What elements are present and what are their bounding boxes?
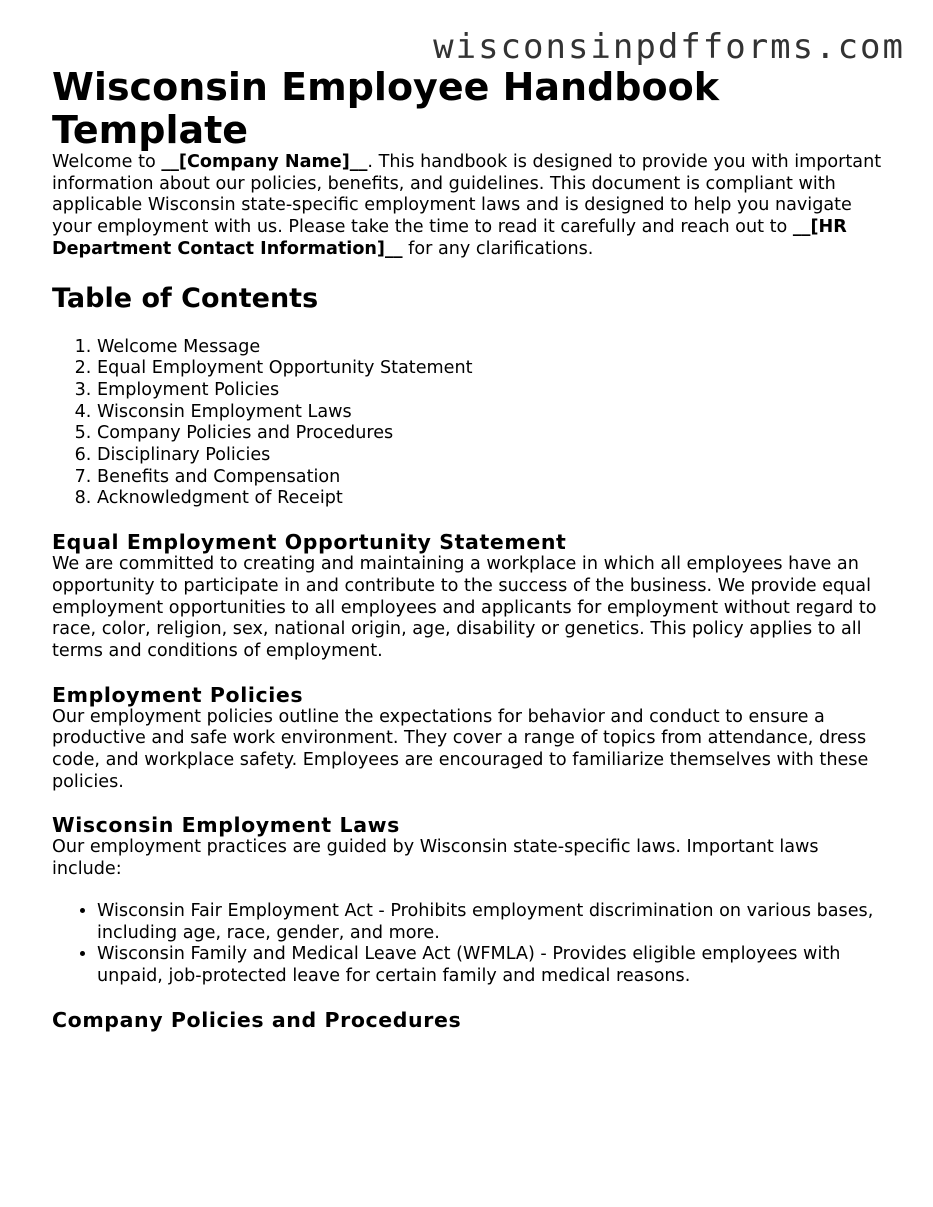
wisconsin-laws-paragraph: Our employment practices are guided by Wisconsin state-specific laws. Important laws include: [52, 837, 819, 880]
toc-item: 8. Acknowledgment of Receipt [97, 488, 882, 510]
law-list-item: • Wisconsin Family and Medical Leave Act (WFMLA) - Provides eligible employees with unpaid, job-protected leave for certain family and medical reasons. [97, 944, 882, 987]
law-list-item: • Wisconsin Fair Employment Act - Prohibits employment discrimination on various bases, including age, race, gender, and more. [97, 901, 882, 944]
toc-item: 7. Benefits and Compensation [97, 467, 882, 489]
toc-item: 2. Equal Employment Opportunity Statement [97, 358, 882, 380]
wisconsin-laws-heading: Wisconsin Employment Laws [52, 813, 400, 838]
eeo-paragraph: We are committed to creating and maintaining a workplace in which all employees have an opportunity to participate in and contribute to the success of the business. We provide equal employment opportunities to all employees and applicants for employment without regard to race, color, religion, sex, national origin, age, disability or genetics. This policy applies to all terms and conditions of employment. [52, 554, 877, 661]
intro-paragraph [52, 152, 882, 261]
intro-text-1: Welcome to [52, 152, 162, 172]
eeo-heading: Equal Employment Opportunity Statement [52, 530, 567, 555]
toc-item: 6. Disciplinary Policies [97, 445, 882, 467]
toc-list [52, 337, 882, 511]
page-title: Wisconsin Employee Handbook Template [52, 65, 719, 152]
site-watermark: wisconsinpdfforms.com [433, 27, 905, 67]
hr-contact-placeholder: __[HR Department Contact Information]__ [52, 217, 847, 259]
company-procedures-heading: Company Policies and Procedures [52, 1007, 462, 1032]
employment-policies-heading: Employment Policies [52, 682, 304, 707]
toc-item: 1. Welcome Message [97, 337, 882, 359]
intro-text-2: . This handbook is designed to provide you with important information about our policies, benefits, and guidelines. This document is compliant with applicable Wisconsin state-specific employment laws and is designed to help you navigate your employment with us. Please take the time to read it carefully and reach out to [52, 152, 882, 238]
intro-text-3: for any clarifications. [402, 238, 594, 259]
wisconsin-laws-list [52, 901, 882, 988]
toc-item: 3. Employment Policies [97, 380, 882, 402]
toc-item: 4. Wisconsin Employment Laws [97, 402, 882, 424]
employment-policies-paragraph: Our employment policies outline the expectations for behavior and conduct to ensure a productive and safe work environment. They cover a range of topics from attendance, dress code, and workplace safety. Employees are encouraged to familiarize themselves with these policies. [52, 706, 869, 792]
toc-heading: Table of Contents [52, 282, 319, 314]
document-page [52, 66, 882, 1032]
toc-item: 5. Company Policies and Procedures [97, 423, 882, 445]
company-name-placeholder: __[Company Name]__ [161, 152, 368, 172]
